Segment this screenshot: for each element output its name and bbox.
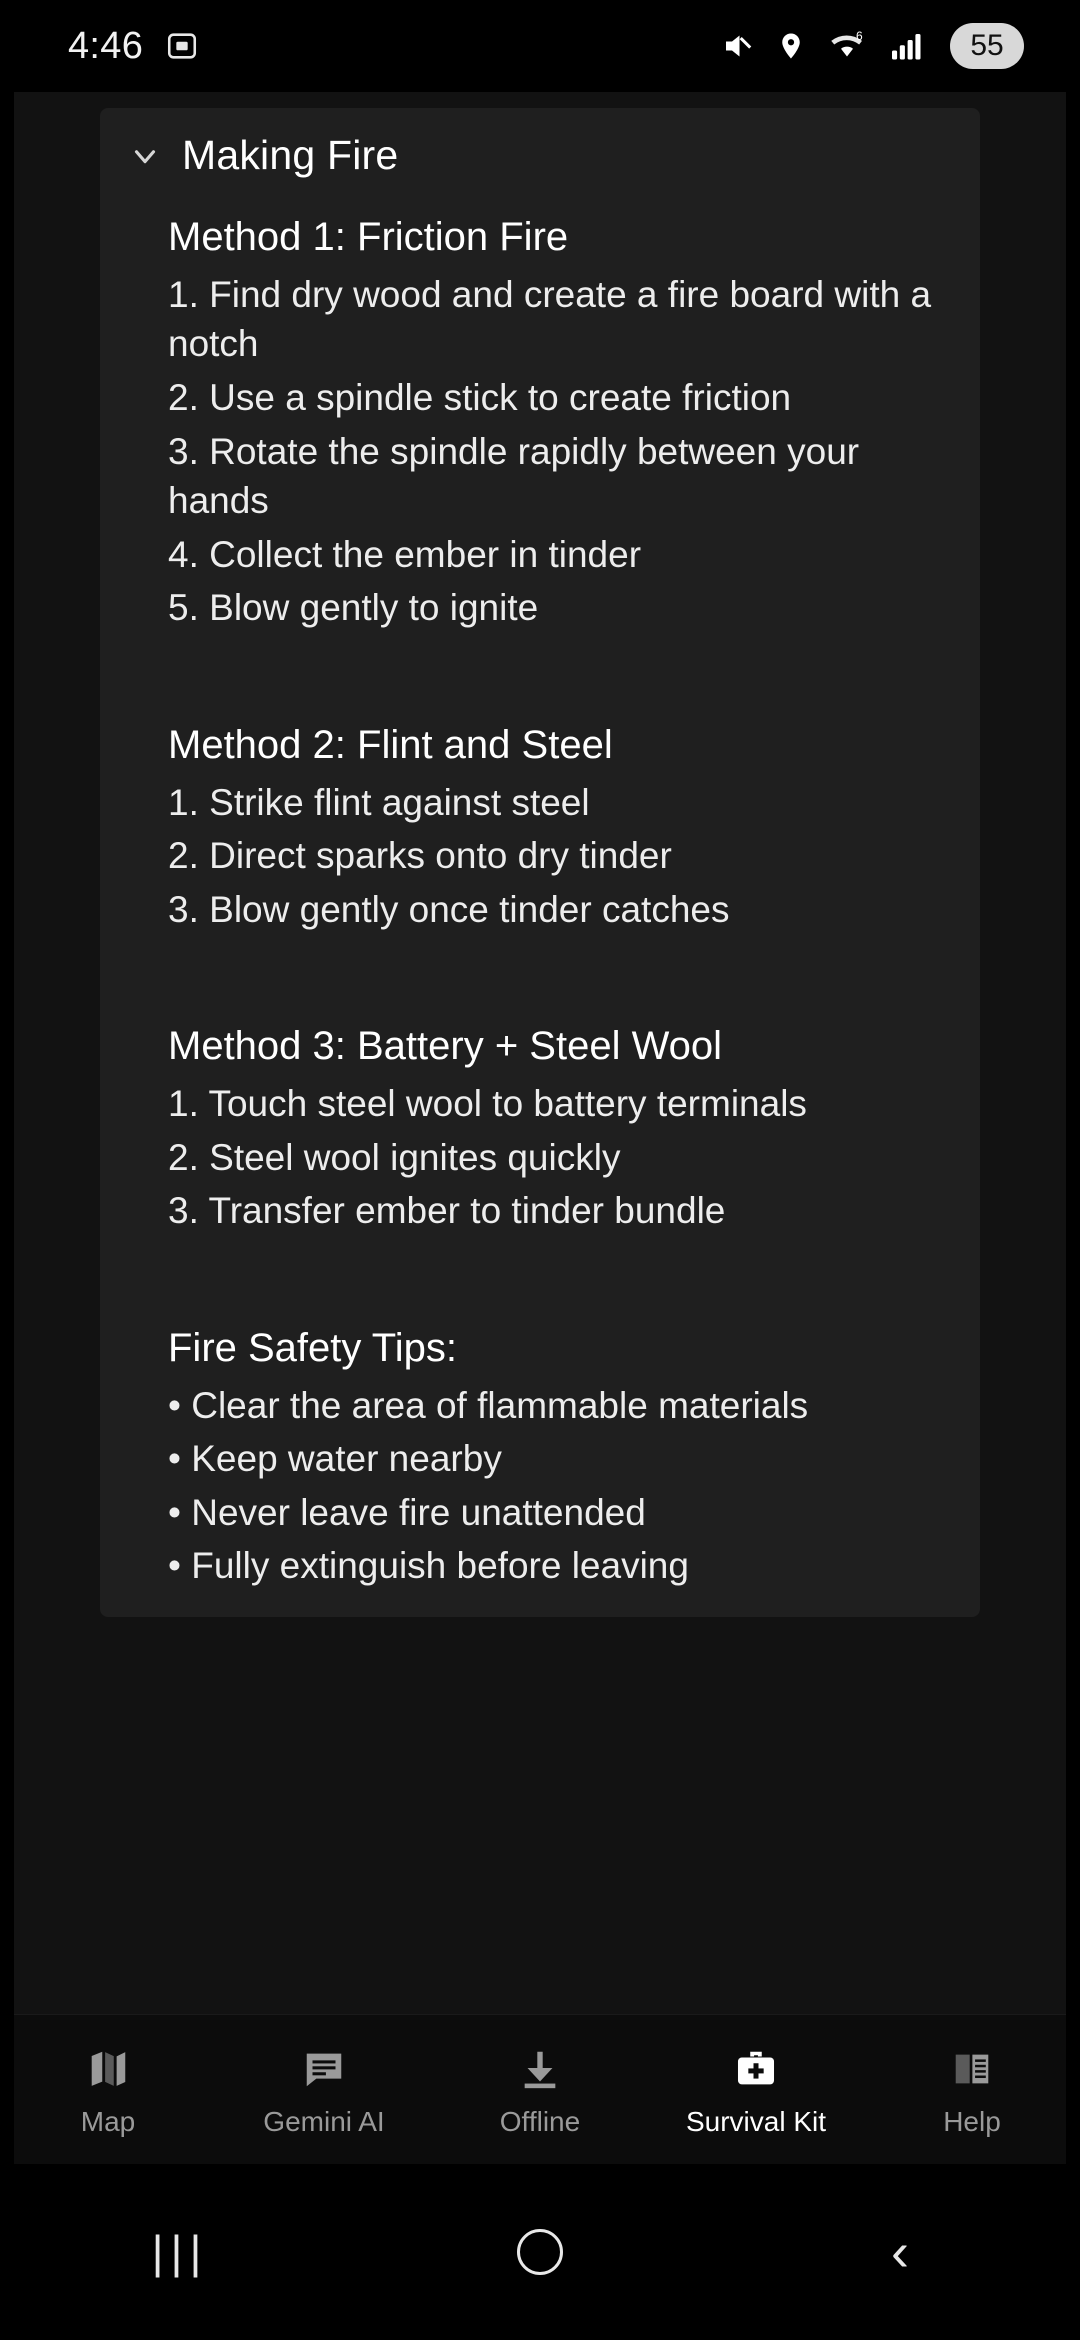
- list-item: 5. Blow gently to ignite: [168, 587, 539, 629]
- list-item: 2. Direct sparks onto dry tinder: [168, 835, 672, 877]
- wifi-icon: [826, 28, 868, 64]
- section-fire-safety-tips: [168, 1322, 940, 1595]
- list-item: 4. Collect the ember in tinder: [168, 533, 642, 575]
- section-spacer: [168, 938, 940, 986]
- home-circle-icon: [517, 2229, 563, 2275]
- book-icon: [949, 2042, 995, 2096]
- list-item: • Fully extinguish before leaving: [168, 1545, 689, 1587]
- list-item: 3. Rotate the spindle rapidly between your hands: [168, 430, 860, 522]
- card-content: [100, 211, 980, 1595]
- system-navigation-bar: [0, 2164, 1080, 2340]
- nav-label: Map: [80, 2105, 136, 2137]
- section-method-2: [168, 719, 940, 939]
- nav-label: Help: [943, 2105, 1001, 2137]
- section-heading: Method 2: Flint and Steel: [168, 722, 613, 767]
- list-item: • Keep water nearby: [168, 1438, 502, 1480]
- nav-item-help[interactable]: [872, 2042, 1072, 2138]
- app-content: [0, 92, 1080, 2054]
- list-item: 1. Strike flint against steel: [168, 781, 590, 823]
- list-item: 3. Blow gently once tinder catches: [168, 888, 730, 930]
- list-item: 2. Use a spindle stick to create friction: [168, 376, 792, 418]
- chat-icon: [301, 2042, 347, 2096]
- section-heading: Method 1: Friction Fire: [168, 215, 569, 259]
- section-spacer: [168, 1240, 940, 1288]
- list-item: 1. Touch steel wool to battery terminals: [168, 1083, 807, 1125]
- section-heading: Method 3: Battery + Steel Wool: [168, 1024, 723, 1069]
- status-bar: [0, 0, 1080, 92]
- battery-badge: 55: [950, 23, 1024, 69]
- card-header[interactable]: [100, 108, 980, 189]
- nav-item-survival-kit[interactable]: [656, 2042, 856, 2138]
- recents-icon: |||: [151, 2226, 209, 2278]
- list-item: 2. Steel wool ignites quickly: [168, 1136, 621, 1178]
- recents-button[interactable]: [70, 2164, 290, 2340]
- list-item: • Clear the area of flammable materials: [168, 1384, 809, 1426]
- nav-item-gemini-ai[interactable]: [224, 2042, 424, 2138]
- home-button[interactable]: [430, 2164, 650, 2340]
- map-icon: [85, 2042, 131, 2096]
- location-icon: [776, 28, 806, 64]
- nav-label: Offline: [499, 2105, 581, 2137]
- status-bar-right: [720, 23, 1024, 69]
- section-method-3: [168, 1020, 940, 1240]
- status-bar-left: [68, 25, 199, 68]
- nav-label: Survival Kit: [685, 2105, 827, 2137]
- back-button[interactable]: [790, 2164, 1010, 2340]
- chevron-down-icon[interactable]: [128, 139, 162, 173]
- nav-item-map[interactable]: [8, 2042, 208, 2138]
- signal-icon: [888, 28, 926, 64]
- nav-item-offline[interactable]: [440, 2042, 640, 2138]
- download-icon: [517, 2042, 563, 2096]
- survival-card: [100, 108, 980, 1617]
- mute-icon: [720, 28, 756, 64]
- section-spacer: [168, 637, 940, 685]
- nav-label: Gemini AI: [263, 2105, 385, 2137]
- section-heading: Fire Safety Tips:: [168, 1325, 457, 1370]
- screenshot-icon: [165, 29, 199, 63]
- medical-kit-icon: [733, 2042, 779, 2096]
- svg-text:6: 6: [856, 29, 863, 43]
- list-item: • Never leave fire unattended: [168, 1491, 646, 1533]
- section-method-1: [168, 211, 940, 637]
- card-title: Making Fire: [182, 132, 399, 178]
- back-icon: ‹: [891, 2222, 909, 2282]
- list-item: 1. Find dry wood and create a fire board with a notch: [168, 273, 932, 365]
- list-item: 3. Transfer ember to tinder bundle: [168, 1190, 726, 1232]
- status-clock: 4:46: [68, 24, 144, 67]
- bottom-navigation: [0, 2014, 1080, 2164]
